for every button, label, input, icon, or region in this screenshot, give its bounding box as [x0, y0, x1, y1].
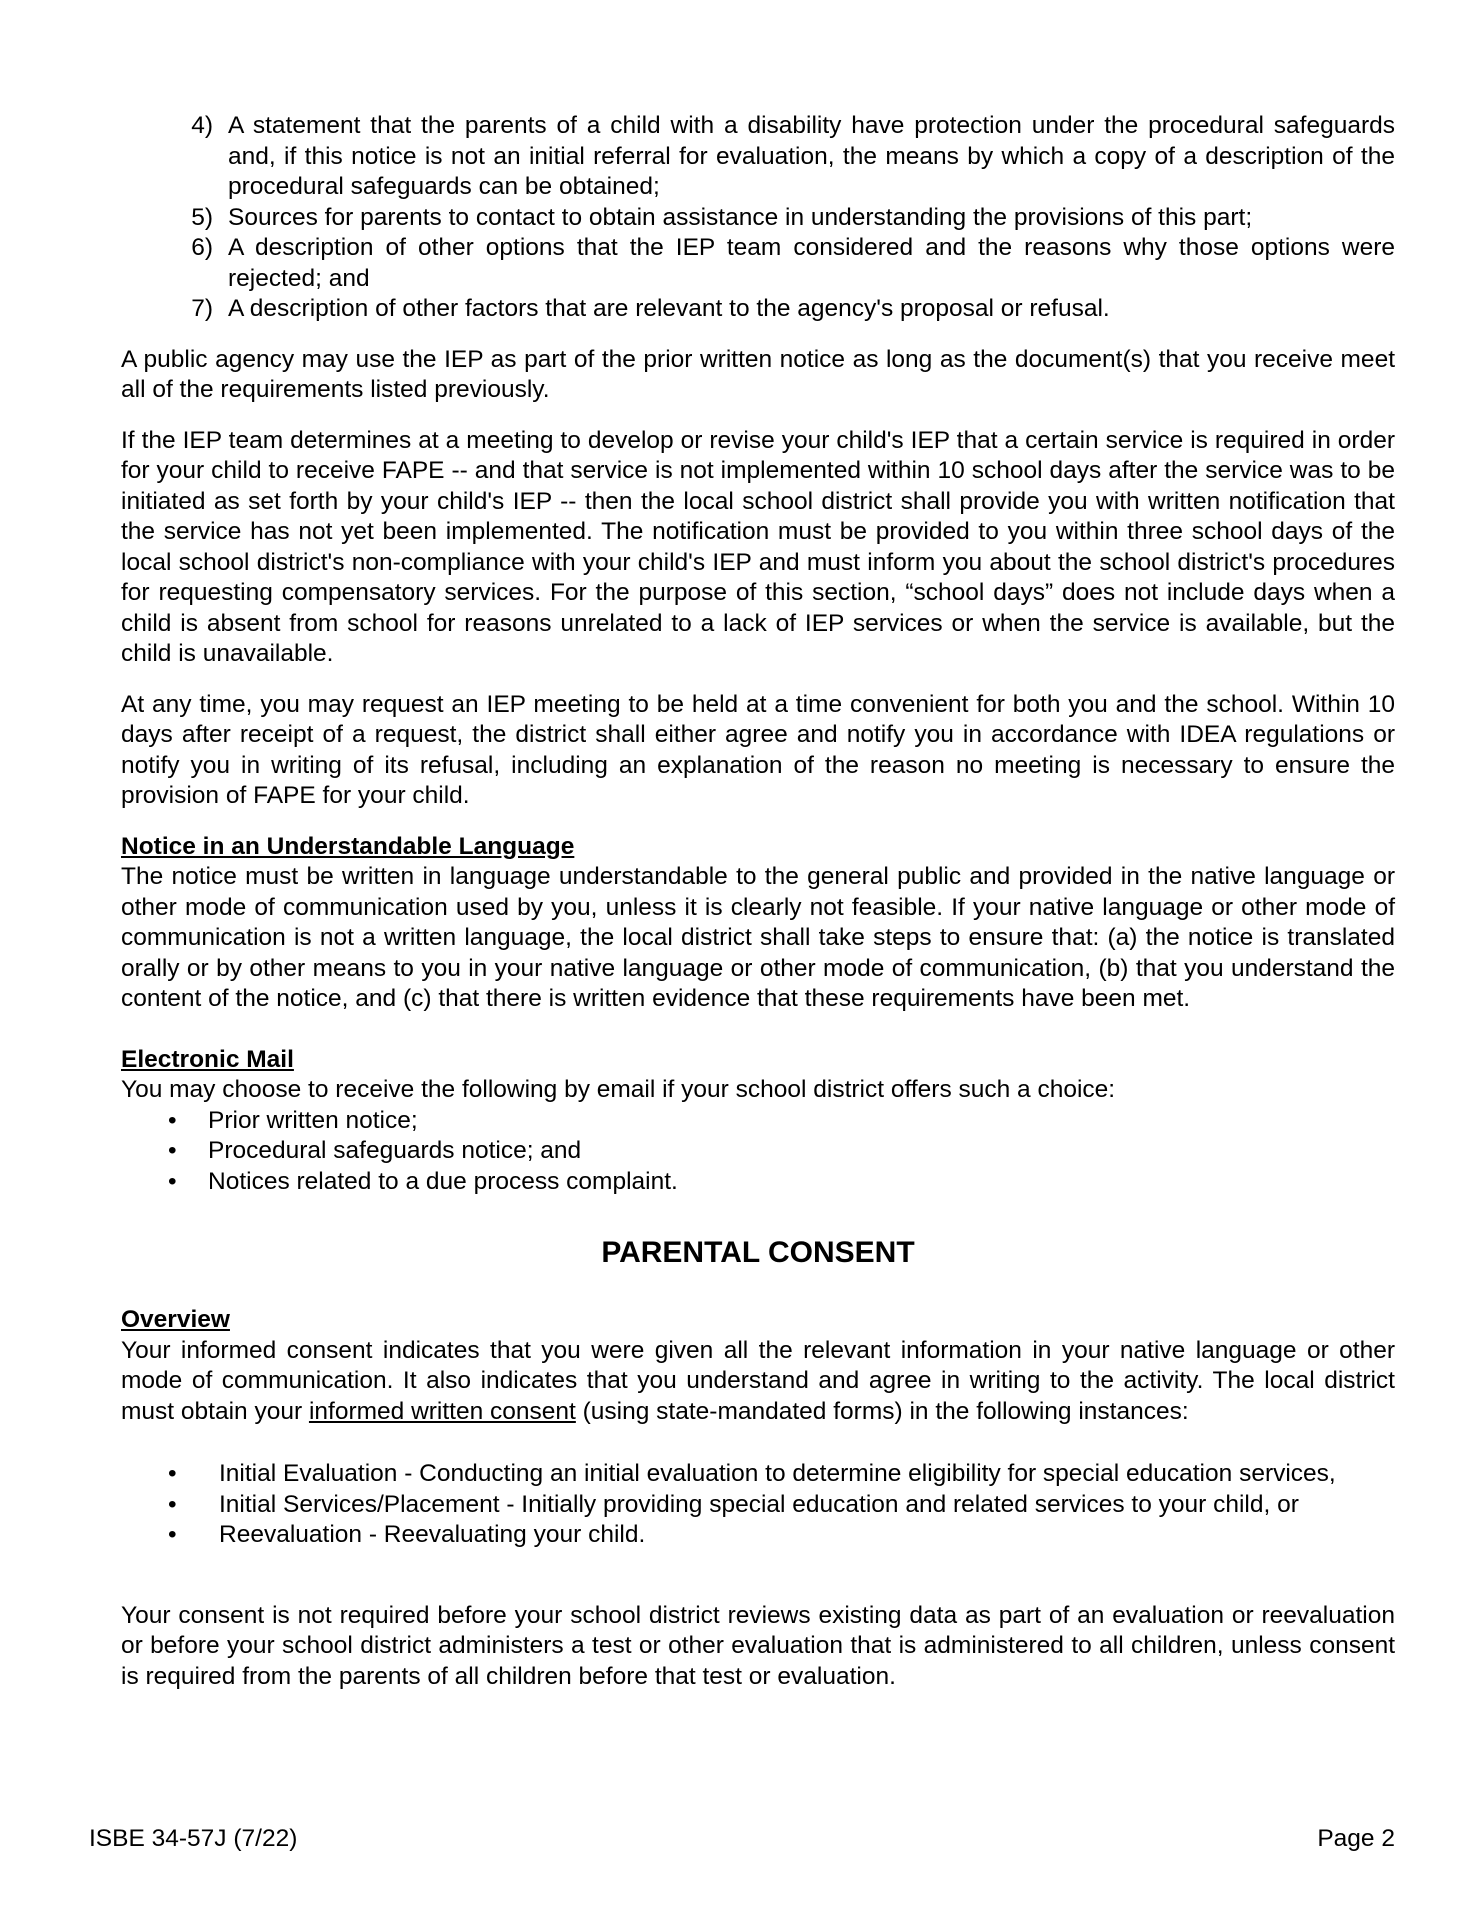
section-heading: Electronic Mail — [121, 1045, 294, 1073]
bullet-list — [121, 1106, 1395, 1198]
bullet-list — [121, 1459, 1395, 1551]
bullet-icon: • — [168, 1521, 177, 1548]
list-item: 6) A description of other options that the IEP team considered and the reasons why those options were rejected; and — [191, 234, 1395, 292]
bullet-icon: • — [168, 1460, 177, 1487]
list-item: • Reevaluation - Reevaluating your child. — [121, 1520, 1395, 1551]
list-item: • Prior written notice; — [121, 1106, 1395, 1137]
list-item: • Procedural safeguards notice; and — [121, 1136, 1395, 1167]
underlined-term: informed written consent — [308, 1397, 576, 1425]
paragraph-service-not-implemented: If the IEP team determines at a meeting to develop or revise your child's IEP that a certain service is required in order for your child to receive FAPE -- and that service is not implemented within 10 school days after the service was to be initiated as set forth by your child's IEP -- then the local school district shall provide you with written notification that the service has not yet been implemented. The notification must be provided to you within three school days of the local school district's non-compliance with your child's IEP and must inform you about the school district's procedures for requesting compensatory services. For the purpose of this section, “school days” does not include days when a child is absent from school for reasons unrelated to a lack of IEP services or when the service is available, but the child is unavailable. — [121, 426, 1395, 667]
bullet-icon: • — [168, 1490, 177, 1518]
page-footer — [89, 1824, 1395, 1855]
section-heading: Overview — [121, 1306, 230, 1333]
list-item: • Initial Services/Placement - Initially providing special education and related services to your child, or — [121, 1490, 1395, 1521]
paragraph: You may choose to receive the following by email if your school district offers such a choice: — [121, 1076, 1116, 1103]
electronic-mail-section — [121, 1045, 1395, 1198]
list-item: • Notices related to a due process complaint. — [121, 1167, 1395, 1198]
section-title: PARENTAL CONSENT — [601, 1236, 915, 1269]
section-heading: Notice in an Understandable Language — [121, 832, 575, 860]
overview-section — [121, 1305, 1395, 1551]
list-item: 4) A statement that the parents of a child with a disability have protection under the procedural safeguards and, if this notice is not an initial referral for evaluation, the means by which a copy of a description of the procedural safeguards can be obtained; — [191, 112, 1395, 200]
list-item: 7) A description of other factors that are relevant to the agency's proposal or refusal. — [191, 295, 1110, 322]
list-item: • Initial Evaluation - Conducting an initial evaluation to determine eligibility for special education services, — [121, 1459, 1395, 1490]
paragraph-consent-not-required: Your consent is not required before your school district reviews existing data as part of an evaluation or reevaluation or before your school district administers a test or other evaluation that is administered to all children, unless consent is required from the parents of all children before that test or evaluation. — [121, 1601, 1395, 1690]
list-item: 5) Sources for parents to contact to obtain assistance in understanding the provisions of this part; — [191, 203, 1253, 231]
document-body — [121, 111, 1395, 1692]
paragraph-iep-prior-written-notice: A public agency may use the IEP as part of the prior written notice as long as the document(s) that you receive meet all of the requirements listed previously. — [121, 345, 1395, 403]
form-number: ISBE 34-57J (7/22) — [89, 1825, 298, 1852]
page-number: Page 2 — [1317, 1825, 1395, 1852]
paragraph: The notice must be written in language understandable to the general public and provided in the native language or other mode of communication used by you, unless it is clearly not feasible. If your native language or other mode of communication is not a written language, the local district shall take steps to ensure that: (a) the notice is translated orally or by other means to you in your native language or other mode of communication, (b) that you understand the content of the notice, and (c) that there is written evidence that these requirements have been met. — [121, 863, 1395, 1012]
notice-language-section — [121, 832, 1395, 1015]
bullet-icon: • — [168, 1106, 177, 1134]
paragraph: Your informed consent indicates that you were given all the relevant information in your native language or other mode of communication. It also indicates that you understand and agree in writing to the activity. The local district must obtain your informed written consent (using state-mandated forms) in the following instances: — [121, 1336, 1395, 1425]
numbered-list — [121, 111, 1395, 325]
bullet-icon: • — [168, 1167, 177, 1195]
bullet-icon: • — [168, 1137, 177, 1164]
paragraph-request-meeting: At any time, you may request an IEP meeting to be held at a time convenient for both you and the school. Within 10 days after receipt of a request, the district shall either agree and notify you in accordance with IDEA regulations or notify you in writing of its refusal, including an explanation of the reason no meeting is necessary to ensure the provision of FAPE for your child. — [121, 690, 1395, 809]
